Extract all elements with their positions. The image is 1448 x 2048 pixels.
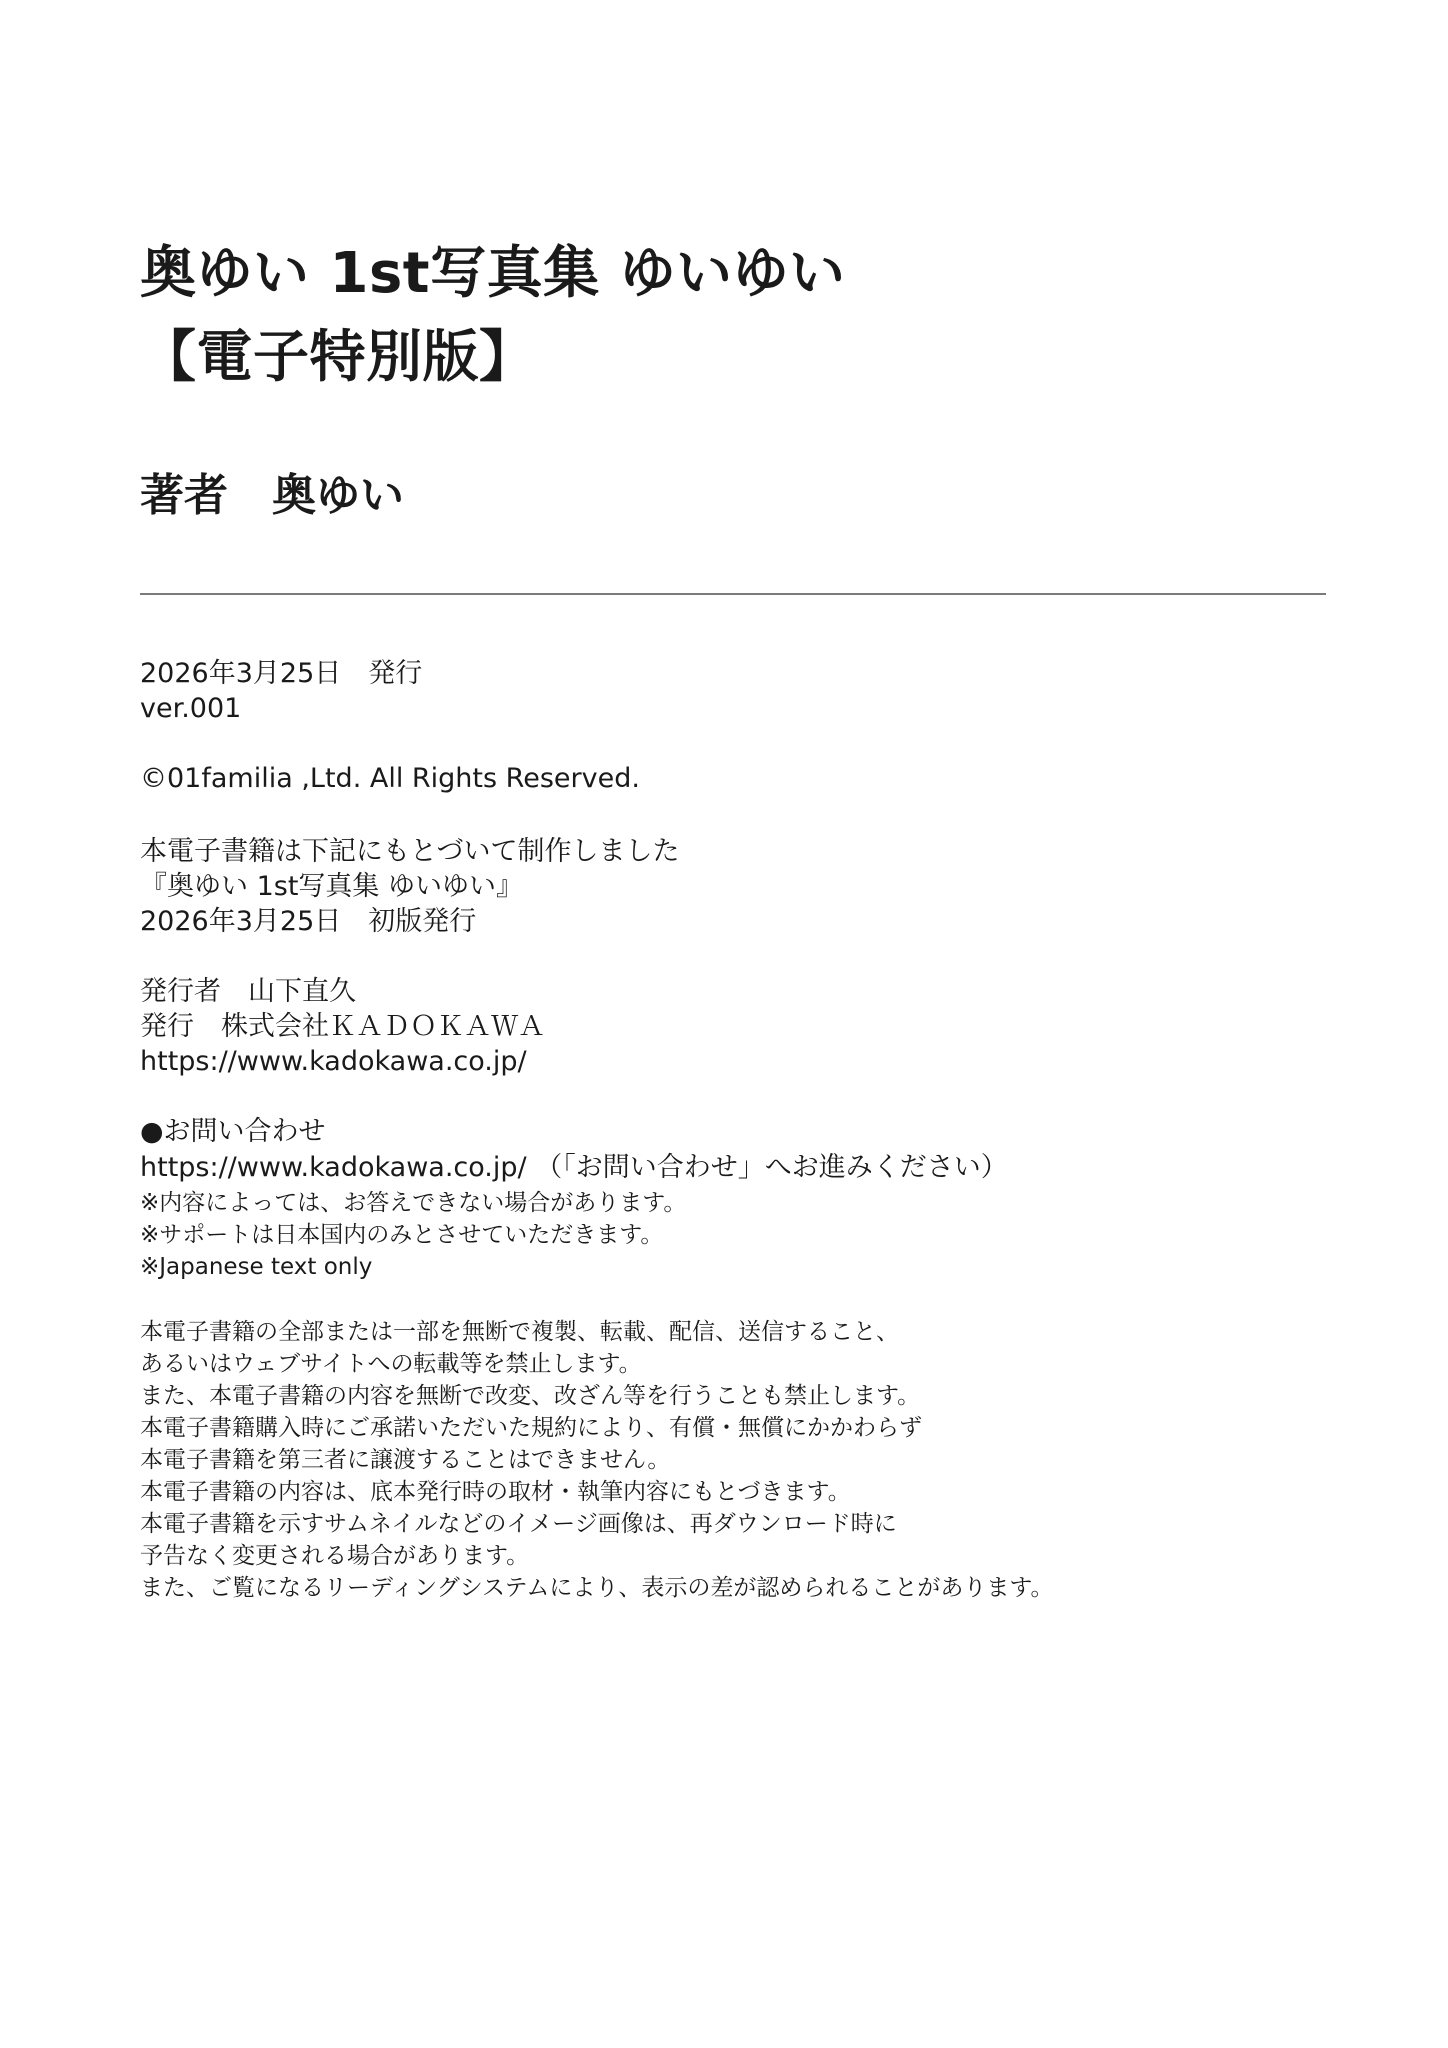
publisher-url[interactable]: https://www.kadokawa.co.jp/ (140, 1046, 527, 1077)
notice-line: 本電子書籍を示すサムネイルなどのイメージ画像は、再ダウンロード時に (140, 1511, 897, 1537)
inquiry-info (140, 1114, 1008, 1283)
notice-line: 本電子書籍の内容は、底本発行時の取材・執筆内容にもとづきます。 (140, 1479, 851, 1505)
copyright-text: ©01familia ,Ltd. All Rights Reserved. (140, 763, 640, 794)
divider (140, 593, 1326, 595)
notice-line: また、ご覧になるリーディングシステムにより、表示の差が認められることがあります。 (140, 1575, 1054, 1601)
version-label: ver.001 (140, 693, 242, 724)
colophon-page (140, 0, 1326, 2048)
author-line: 著者 奥ゆい (140, 470, 404, 521)
legal-notice (140, 1316, 1054, 1604)
notice-line: 本電子書籍の全部または一部を無断で複製、転載、配信、送信すること、 (140, 1319, 899, 1345)
inquiry-note-3: ※Japanese text only (140, 1254, 373, 1280)
source-info (140, 834, 679, 939)
notice-line: また、本電子書籍の内容を無断で改変、改ざん等を行うことも禁止します。 (140, 1383, 921, 1409)
notice-line: 予告なく変更される場合があります。 (140, 1543, 530, 1569)
source-line-3: 2026年3月25日 初版発行 (140, 906, 477, 937)
publisher-company: 発行 株式会社ＫＡＤＯＫＡＷＡ (140, 1011, 545, 1042)
book-title (140, 232, 846, 400)
notice-line: 本電子書籍購入時にご承諾いただいた規約により、有償・無償にかかわらず (140, 1415, 922, 1441)
inquiry-url[interactable]: https://www.kadokawa.co.jp/ （「お問い合わせ」へお進みください） (140, 1152, 1008, 1183)
source-line-2: 『奥ゆい 1st写真集 ゆいゆい』 (140, 871, 523, 902)
publication-info (140, 656, 422, 726)
book-title-line-1: 奥ゆい 1st写真集 ゆいゆい (140, 241, 846, 306)
notice-line: 本電子書籍を第三者に譲渡することはできません。 (140, 1447, 671, 1473)
source-line-1: 本電子書籍は下記にもとづいて制作しました (140, 836, 680, 867)
copyright-info (140, 761, 640, 796)
book-title-line-2: 【電子特別版】 (140, 325, 536, 390)
inquiry-note-2: ※サポートは日本国内のみとさせていただきます。 (140, 1222, 664, 1248)
publisher-person: 発行者 山下直久 (140, 976, 356, 1007)
publication-date: 2026年3月25日 発行 (140, 658, 423, 689)
notice-line: あるいはウェブサイトへの転載等を禁止します。 (140, 1351, 642, 1377)
inquiry-note-1: ※内容によっては、お答えできない場合があります。 (140, 1190, 687, 1216)
inquiry-heading: ●お問い合わせ (140, 1116, 326, 1147)
publisher-info (140, 974, 545, 1079)
